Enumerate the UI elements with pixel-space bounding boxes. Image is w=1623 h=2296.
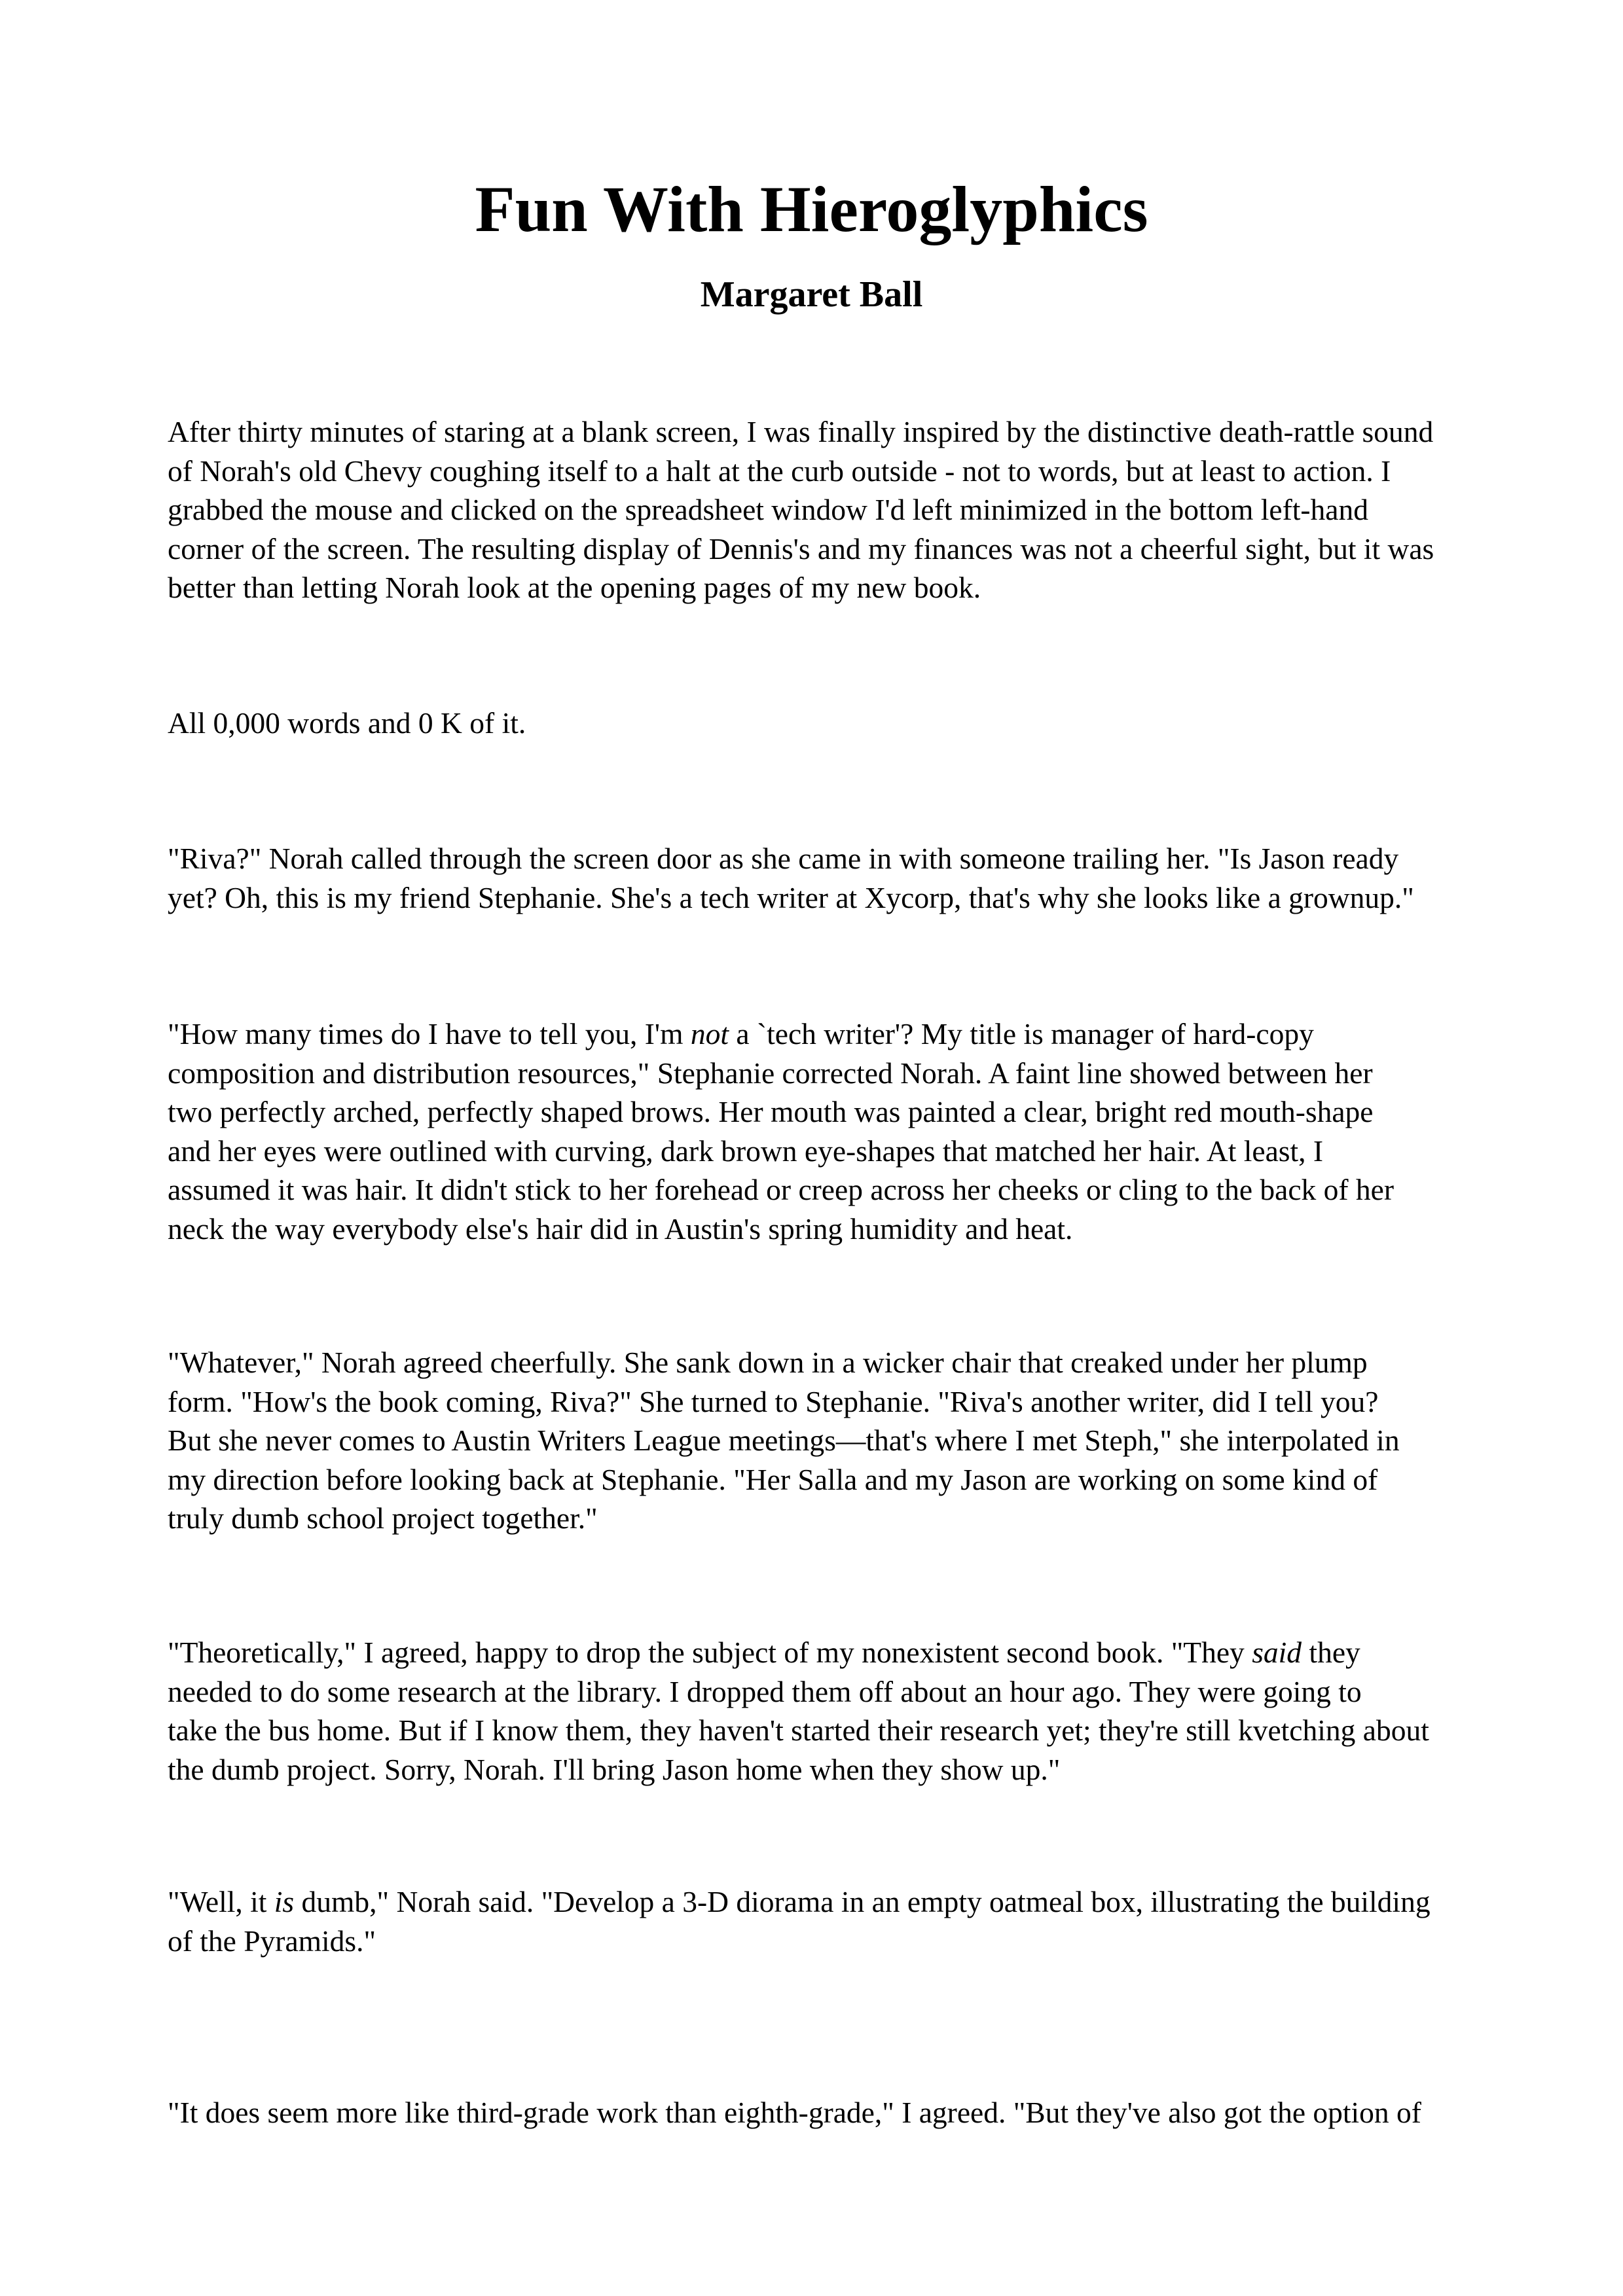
paragraph-6 — [168, 1633, 1470, 1789]
paragraph-line: my direction before looking back at Stephanie. "Her Salla and my Jason are working on some kind of — [168, 1462, 1378, 1496]
paragraph-line: grabbed the mouse and clicked on the spreadsheet window I'd left minimized in the bottom left-hand — [168, 493, 1368, 526]
paragraph-line: and her eyes were outlined with curving, dark brown eye-shapes that matched her hair. At least, I — [168, 1134, 1324, 1168]
paragraph-4 — [168, 1014, 1470, 1248]
paragraph-line: But she never comes to Austin Writers League meetings—that's where I met Steph," she interpolated in — [168, 1424, 1400, 1457]
text-run: dumb," Norah said. "Develop a 3-D diorama in an empty oatmeal box, illustrating the building — [294, 1885, 1431, 1918]
paragraph-line: two perfectly arched, perfectly shaped brows. Her mouth was painted a clear, bright red mouth-shape — [168, 1095, 1374, 1128]
paragraph-line: After thirty minutes of staring at a blank screen, I was finally inspired by the distinctive death-rattle sound — [168, 415, 1434, 448]
paragraph-2 — [168, 704, 1470, 743]
paragraph-line: "Whatever," Norah agreed cheerfully. She sank down in a wicker chair that creaked under her plump — [168, 1346, 1368, 1379]
text-run: "Well, it — [168, 1885, 274, 1918]
paragraph-line: All 0,000 words and 0 K of it. — [168, 706, 526, 740]
emphasis-text: is — [274, 1885, 295, 1918]
text-run: a `tech writer'? My title is manager of hard-copy — [729, 1017, 1314, 1050]
paragraph-line: yet? Oh, this is my friend Stephanie. She's a tech writer at Xycorp, that's why she looks like a grownup." — [168, 880, 1414, 914]
paragraph-line: form. "How's the book coming, Riva?" She turned to Stephanie. "Riva's another writer, did I tell you? — [168, 1384, 1379, 1418]
text-run: "Theoretically," I agreed, happy to drop the subject of my nonexistent second book. "They — [168, 1636, 1252, 1669]
paragraph-line: "It does seem more like third-grade work than eighth-grade," I agreed. "But they've also got the option of — [168, 2096, 1421, 2129]
paragraph-line: neck the way everybody else's hair did in Austin's spring humidity and heat. — [168, 1211, 1073, 1246]
emphasis-text: not — [690, 1017, 729, 1050]
paragraph-line: truly dumb school project together." — [168, 1501, 598, 1535]
paragraph-5 — [168, 1343, 1470, 1538]
paragraph-line: better than letting Norah look at the opening pages of my new book. — [168, 571, 981, 604]
paragraph-line — [168, 1633, 1470, 1672]
paragraph-line: take the bus home. But if I know them, they haven't started their research yet; they're still kvetching about — [168, 1713, 1429, 1747]
paragraph-line: composition and distribution resources," Stephanie corrected Norah. A faint line showed between her — [168, 1056, 1373, 1090]
paragraph-8 — [168, 2093, 1470, 2132]
paragraph-line: "Riva?" Norah called through the screen door as she came in with someone trailing her. "Is Jason ready — [168, 842, 1399, 875]
paragraph-line: corner of the screen. The resulting display of Dennis's and my finances was not a cheerful sight, but it was — [168, 531, 1434, 565]
paragraph-1 — [168, 412, 1470, 607]
paragraph-line: of Norah's old Chevy coughing itself to a halt at the curb outside - not to words, but at least to action. I — [168, 454, 1391, 488]
paragraph-3 — [168, 839, 1470, 917]
paragraph-line: assumed it was hair. It didn't stick to her forehead or creep across her cheeks or cling to the back of her — [168, 1173, 1395, 1206]
emphasis-text: said — [1252, 1636, 1302, 1669]
paragraph-7 — [168, 1882, 1470, 1960]
paragraph-line: the dumb project. Sorry, Norah. I'll bring Jason home when they show up." — [168, 1752, 1061, 1786]
paragraph-line: needed to do some research at the library. I dropped them off about an hour ago. They were going to — [168, 1674, 1362, 1708]
text-run: they — [1302, 1636, 1360, 1669]
document-author: Margaret Ball — [700, 274, 923, 315]
paragraph-line: of the Pyramids." — [168, 1924, 376, 1958]
paragraph-line — [168, 1014, 1470, 1054]
text-run: "How many times do I have to tell you, I'm — [168, 1017, 691, 1050]
paragraph-line — [168, 1882, 1470, 1922]
document-title: Fun With Hieroglyphics — [475, 173, 1148, 245]
